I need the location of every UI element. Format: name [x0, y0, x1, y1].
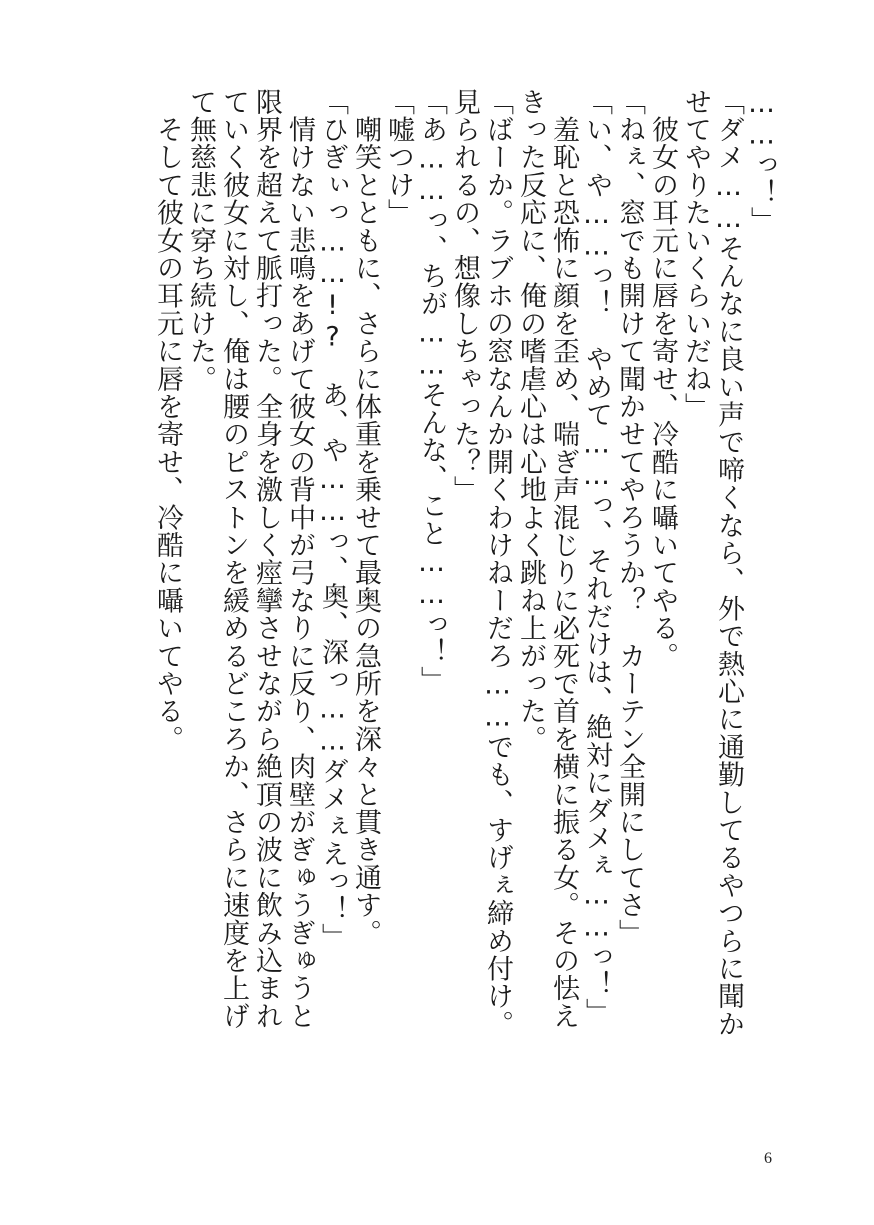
text-line: 「ねぇ、窓でも開けて聞かせてやろうか？ カーテン全開にしてさ」 [614, 88, 645, 947]
page-number: 6 [764, 1150, 772, 1167]
text-line: 羞恥と恐怖に顔を歪め、喘ぎ声混じりに必死で首を横に振る女。その怯えきった反応に、俺の嗜虐心は心地よく跳ね上がった。 [515, 88, 579, 1030]
text-line: 「い、や……っ！ やめて……っ、それだけは、絶対にダメぇ……っ！」 [581, 88, 612, 1027]
text-line: 情けない悲鳴をあげて彼女の背中が弓なりに反り、肉壁がぎゅうぎゅうと限界を超えて脈打った。全身を激しく痙攣させながら絶頂の波に飲み込まれていく彼女に対し、俺は腰のピストンを緩めるどころか、さらに速度を上げて無慈悲に穿ち続けた。 [185, 88, 315, 1030]
text-line: 嘲笑とともに、さらに体重を乗せて最奥の急所を深々と貫き通す。 [350, 88, 381, 947]
vertical-text-body [88, 88, 778, 1048]
text-line: 「ダメ……そんなに良い声で啼くなら、外で熱心に通勤してるやつらに聞かせてやりたいくらいだね」 [680, 88, 744, 1038]
text-line: ……っ！」 [746, 88, 777, 235]
text-line: 「ひぎぃっ……!? あ、や……っ、奥、深っ……ダメぇえっ！」 [317, 88, 348, 951]
text-line: そして彼女の耳元に唇を寄せ、冷酷に囁いてやる。 [152, 88, 183, 753]
text-line: 「ばーか。ラブホの窓なんか開くわけねーだろ……でも、すげぇ締め付け。見られるの、想像しちゃった？」 [449, 88, 513, 1038]
text-line: 「嘘つけ」 [383, 88, 414, 227]
text-line: 彼女の耳元に唇を寄せ、冷酷に囁いてやる。 [647, 88, 678, 670]
text-line: 「あ……っ、ちが……そんな、こと……っ！」 [416, 88, 447, 694]
